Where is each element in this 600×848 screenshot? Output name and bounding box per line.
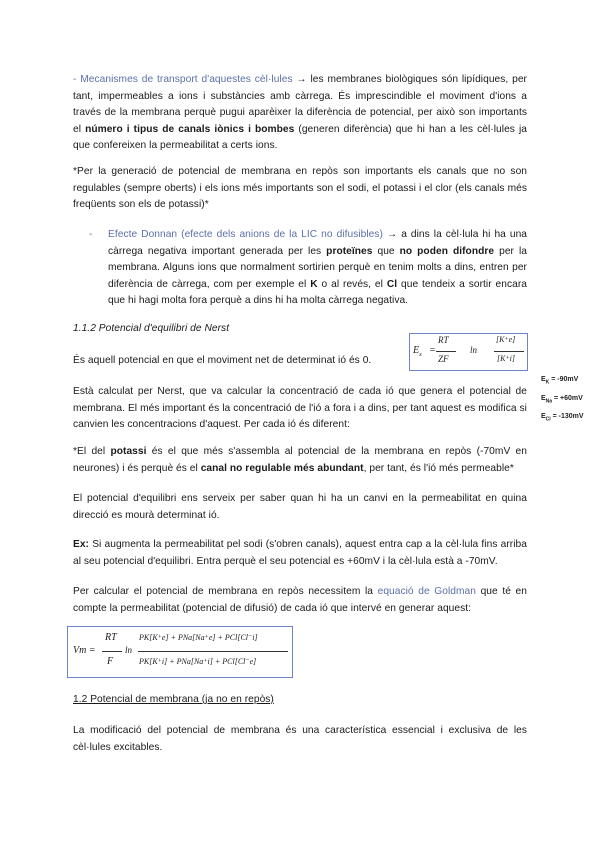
bold-text: número i tipus de canals iònics i bombes bbox=[85, 123, 295, 135]
bold-text: no poden difondre bbox=[399, 245, 495, 257]
equilibrium-value-na: $E_{Na} = +60mV$ bbox=[541, 395, 583, 405]
formula-lhs: $E_x$ bbox=[413, 345, 422, 358]
goldman-rt: RT bbox=[105, 632, 117, 643]
formula-numerator: [K⁺e] bbox=[496, 335, 516, 344]
paragraph-resting-channels: *Per la generació de potencial de membrana en repòs son importants els canals que no son regulables (sempre oberts) i els ions més importants son el sodi, el potassi i el clor (els canals més freqüents son els de potassi)* bbox=[73, 166, 527, 211]
bold-text: Ex: bbox=[73, 539, 90, 550]
text-run: és el que més s'assembla al potencial de la membrana en repòs (-70mV en neurones) i és perquè és el bbox=[73, 446, 527, 474]
paragraph-nerst-calculation: Està calculat per Nerst, que va calcular la concentració de cada ió que genera el potencial de membrana. El més important és la concentració de l'ió a fora i a dins, per tant aquest es modifica si canvien les concentracions d'aquest. Per cada ió és diferent: bbox=[73, 386, 527, 431]
text-run: a dins la cèl·lula hi ha una càrrega negativa important generada per les bbox=[108, 229, 528, 257]
paragraph-donnan-effect bbox=[108, 227, 527, 310]
nerst-formula-box bbox=[409, 333, 528, 371]
text-run: que bbox=[372, 245, 400, 257]
goldman-f: F bbox=[107, 656, 114, 667]
formula-ln: ln bbox=[470, 345, 478, 355]
formula-equals: = bbox=[429, 345, 436, 356]
paragraph-excitable-cells: La modificació del potencial de membrana és una característica essencial i exclusiva de les cèl·lules excitables. bbox=[73, 725, 527, 753]
text-run: , per tant, és l'ió més permeable* bbox=[363, 462, 514, 474]
text-run: que té en compte la permeabilitat (potencial de difusió) de cada ió que intervé en generar aquest: bbox=[73, 586, 527, 614]
fraction-line bbox=[138, 651, 288, 652]
link-goldman-equation[interactable]: equació de Goldman bbox=[377, 586, 476, 597]
bold-text: canal no regulable més abundant bbox=[200, 462, 364, 474]
fraction-line bbox=[494, 351, 524, 352]
heading-link-transport[interactable]: - Mecanismes de transport d'aquestes cèl·lules bbox=[73, 74, 293, 85]
text-run: Si augmenta la permeabilitat pel sodi (s'obren canals), aquest entra cap a la cèl·lula fins arriba al seu potencial d'equilibri. Entra perquè el seu potencial es +60mV i la cèl·lula està a -70mV. bbox=[73, 539, 527, 567]
fraction-line bbox=[102, 651, 122, 652]
bold-text: potassi bbox=[110, 446, 147, 457]
paragraph-example bbox=[73, 537, 527, 570]
bullet-dash: - bbox=[89, 229, 93, 240]
section-heading-membrane-potential: 1.2 Potencial de membrana (ja no en repòs) bbox=[73, 694, 274, 705]
goldman-numerator: PK[K⁺e] + PNa[Na⁺e] + PCl[Cl⁻i] bbox=[139, 633, 258, 642]
bold-text: proteïnes bbox=[326, 245, 373, 257]
arrow-symbol: → bbox=[296, 74, 307, 85]
text-run: Per calcular el potencial de membrana en repòs necessitem la bbox=[73, 586, 378, 597]
paragraph-transport-mechanisms bbox=[73, 72, 527, 155]
formula-zf: ZF bbox=[438, 354, 449, 364]
text-run: o al revés, el bbox=[317, 278, 387, 290]
bold-text: Cl bbox=[386, 278, 398, 290]
text-run: (generen diferència) que hi han a les cèl·lules ja que confereixen la permeabilitat a certs ions. bbox=[73, 123, 527, 152]
goldman-ln: ln bbox=[125, 645, 133, 655]
fraction-line bbox=[436, 351, 456, 352]
section-heading-nerst: 1.1.2 Potencial d'equilibri de Nerst bbox=[73, 323, 230, 334]
text-run: les membranes biològiques són lipídiques, per tant, impermeables a ions i substàncies amb càrrega. És imprescindible el moviment d'ions a través de la membrana perquè pugui aparèixer la diferència de potencial, per això son importants el bbox=[73, 74, 527, 135]
arrow-symbol: → bbox=[386, 229, 398, 240]
goldman-denominator: PK[K⁺i] + PNa[Na⁺i] + PCl[Cl⁻e] bbox=[139, 657, 257, 666]
equilibrium-value-cl: $E_{Cl} = -130mV$ bbox=[541, 413, 584, 423]
heading-link-donnan[interactable]: Efecte Donnan (efecte dels anions de la LIC no difusibles) bbox=[108, 229, 383, 240]
nerst-definition: És aquell potencial en que el moviment net de determinat ió és 0. bbox=[73, 355, 372, 366]
paragraph-potassium-note bbox=[73, 444, 527, 477]
equilibrium-value-k: $E_K = -90mV$ bbox=[541, 376, 579, 386]
bold-text: K bbox=[310, 278, 318, 290]
paragraph-equilibrium-use: El potencial d'equilibri ens serveix per saber quan hi ha un canvi en la permeabilitat en quina direcció es mourà determinat ió. bbox=[73, 493, 527, 521]
goldman-formula-box bbox=[67, 626, 293, 678]
formula-rt: RT bbox=[438, 335, 449, 345]
text-run: *El del bbox=[73, 446, 111, 457]
paragraph-goldman-intro bbox=[73, 584, 527, 617]
text-run: per la membrana. Alguns ions que normalment sortirien perquè en tenim molts a dins, entren per diferència de càrrega, com per exemple el bbox=[108, 245, 527, 290]
text-run: que tendeix a sortir encara que hi hagi molta fora perquè a dins hi ha molta càrrega negativa. bbox=[108, 278, 527, 307]
formula-denominator: [K⁺i] bbox=[497, 354, 516, 363]
goldman-lhs: Vm = bbox=[73, 645, 96, 656]
